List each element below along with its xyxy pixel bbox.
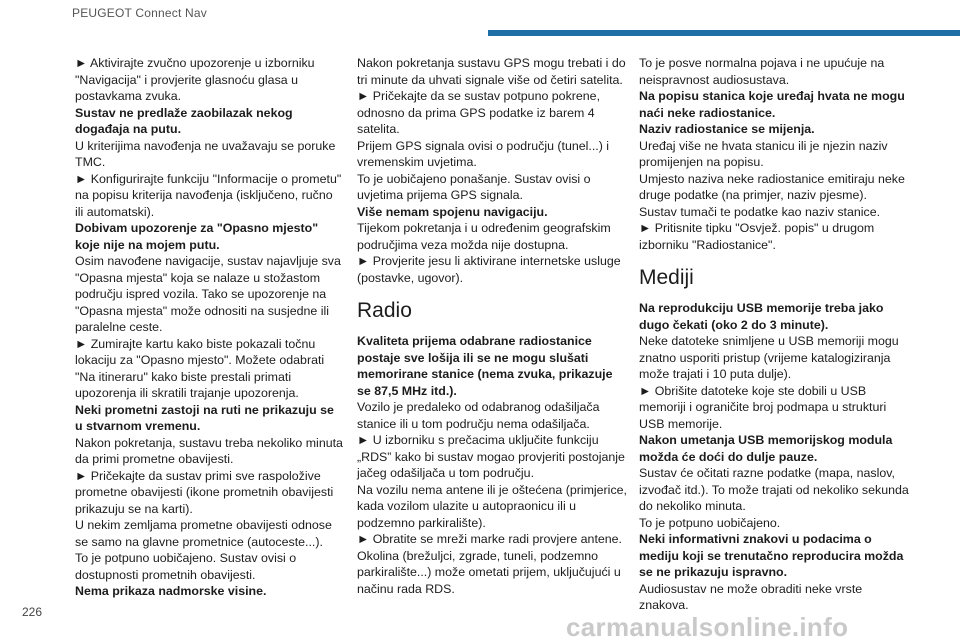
- paragraph: To je potpuno uobičajeno. Sustav ovisi o dostupnosti prometnih obavijesti.: [75, 551, 297, 582]
- paragraph: Sustav će očitati razne podatke (mapa, naslov, izvođač itd.). To može trajati od nekoliko sekunda do nekoliko minuta.: [639, 466, 909, 513]
- paragraph: ► Aktivirajte zvučno upozorenje u izborniku "Navigacija" i provjerite glasnoću glasa u postavkama zvuka.: [75, 56, 315, 103]
- bold-question: Više nemam spojenu navigaciju.: [357, 204, 548, 219]
- paragraph: To je uobičajeno ponašanje. Sustav ovisi o uvjetima prijema GPS signala.: [357, 171, 591, 202]
- paragraph: Nakon pokretanja, sustavu treba nekoliko minuta da primi prometne obavijesti.: [75, 435, 343, 466]
- paragraph: Uređaj više ne hvata stanicu ili je njezin naziv promijenjen na popisu.: [639, 138, 888, 169]
- page-number: 226: [22, 605, 43, 619]
- paragraph: ► Pričekajte da sustav primi sve raspoložive prometne obavijesti (ikone prometnih obavijesti prikazuju se na karti).: [75, 468, 334, 516]
- bold-question: Sustav ne predlaže zaobilazak nekog događaja na putu.: [75, 105, 293, 136]
- paragraph: Tijekom pokretanja i u određenim geografskim područjima veza možda nije dostupna.: [357, 221, 611, 252]
- paragraph: ► Obratite se mreži marke radi provjere antene.: [357, 532, 623, 546]
- paragraph: Okolina (brežuljci, zgrade, tuneli, podzemno parkiralište...) može ometati prijem, uključujući u načinu rada RDS.: [357, 548, 621, 596]
- paragraph: To je posve normalna pojava i ne upućuje na neispravnost audiosustava.: [639, 56, 885, 87]
- running-header: PEUGEOT Connect Nav: [72, 6, 207, 20]
- paragraph: Osim navođene navigacije, sustav najavljuje sva "Opasna mjesta" koja se nalaze u stožastom području ispred vozila. Tako se upozorenje na "Opasna mjesta" može odnositi na susjedne ili paralelne ceste.: [75, 254, 341, 334]
- bold-question: Neki informativni znakovi u podacima o mediju koji se trenutačno reproducira možda se ne prikazuju ispravno.: [639, 532, 904, 579]
- bold-question: Dobivam upozorenje za "Opasno mjesto" koje nije na mojem putu.: [75, 221, 319, 252]
- paragraph: Prijem GPS signala ovisi o području (tunel...) i vremenskim uvjetima.: [357, 138, 610, 169]
- paragraph: Nakon pokretanja sustavu GPS mogu trebati i do tri minute da uhvati signale više od četiri satelita.: [357, 56, 626, 87]
- paragraph: ► Zumirajte kartu kako biste pokazali točnu lokaciju za "Opasno mjesto". Možete odabrati "Na itineraru" kako biste prestali primati upozorenja ili skratili trajanje upozorenja.: [75, 336, 325, 400]
- section-heading: Mediji: [639, 266, 694, 289]
- paragraph: Vozilo je predaleko od odabranog odašiljača stanice ili u tom području nema odašiljača.: [357, 400, 600, 431]
- paragraph: Neke datoteke snimljene u USB memoriji mogu znatno usporiti pristup (vrijeme katalogiziranja može trajati i 10 puta dulje).: [639, 334, 899, 381]
- paragraph: ► Pritisnite tipku "Osvjež. popis" u drugom izborniku "Radiostanice".: [639, 221, 875, 252]
- text-column-middle: [357, 55, 627, 597]
- bold-question: Na popisu stanica koje uređaj hvata ne mogu naći neke radiostanice.: [639, 89, 905, 120]
- paragraph: U kriterijima navođenja ne uvažavaju se poruke TMC.: [75, 138, 336, 169]
- paragraph: Na vozilu nema antene ili je oštećena (primjerice, kada vozilom ulazite u autopraonicu ili u podzemno parkiralište).: [357, 482, 627, 530]
- bold-question: Neki prometni zastoji na ruti ne prikazuju se u stvarnom vremenu.: [75, 402, 334, 433]
- watermark: carmanualsonline.info: [566, 612, 849, 642]
- paragraph: ► Pričekajte da se sustav potpuno pokrene, odnosno da prima GPS podatke iz barem 4 satelita.: [357, 89, 601, 136]
- bold-question: Nakon umetanja USB memorijskog modula možda će doći do dulje pauze.: [639, 433, 893, 464]
- bold-question: Naziv radiostanice se mijenja.: [639, 122, 815, 136]
- paragraph: To je potpuno uobičajeno.: [639, 515, 781, 530]
- text-column-right: [639, 55, 914, 614]
- section-heading: Radio: [357, 299, 412, 322]
- bold-question: Kvaliteta prijema odabrane radiostanice postaje sve lošija ili se ne mogu slušati memorirane stanice (nema zvuka, prikazuje se 87,5 MHz itd.).: [357, 334, 613, 398]
- text-column-left: [75, 55, 343, 600]
- paragraph: ► Obrišite datoteke koje ste dobili u USB memoriji i ograničite broj podmapa u strukturi USB memorije.: [639, 383, 887, 431]
- paragraph: ► Provjerite jesu li aktivirane internetske usluge (postavke, ugovor).: [357, 254, 621, 285]
- paragraph: Sustav tumači te podatke kao naziv stanice.: [639, 204, 881, 219]
- paragraph: Umjesto naziva neke radiostanice emitiraju neke druge podatke (na primjer, naziv pjesme).: [639, 171, 905, 202]
- paragraph: Audiosustav ne može obraditi neke vrste znakova.: [639, 581, 863, 612]
- paragraph: U nekim zemljama prometne obavijesti odnose se samo na glavne prometnice (autoceste...).: [75, 518, 332, 549]
- bold-question: Na reprodukciju USB memorije treba jako dugo čekati (oko 2 do 3 minute).: [639, 301, 884, 332]
- bold-question: Nema prikaza nadmorske visine.: [75, 584, 267, 598]
- header-accent-bar: [488, 30, 960, 36]
- paragraph: ► Konfigurirajte funkciju "Informacije o prometu" na popisu kriterija navođenja (isključeno, ručno ili automatski).: [75, 171, 342, 219]
- paragraph: ► U izborniku s prečacima uključite funkciju „RDS” kako bi sustav mogao provjeriti postojanje jačeg odašiljača u tom području.: [357, 433, 625, 480]
